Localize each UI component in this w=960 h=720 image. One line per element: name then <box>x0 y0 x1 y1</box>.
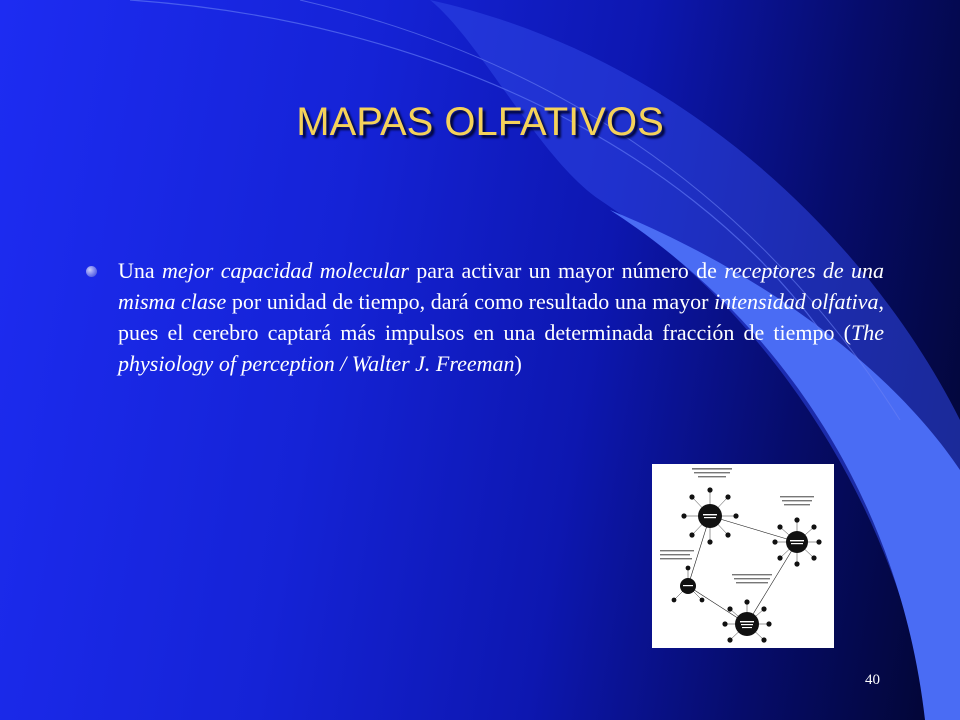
bullet-list <box>86 255 884 379</box>
text-seg-4-italic: receptores de una misma clase <box>118 258 885 314</box>
text-seg-8-citation: The physiology of perception / Walter J. Freeman <box>118 320 884 376</box>
page-number: 40 <box>865 672 880 688</box>
slide-title: MAPAS OLFATIVOS <box>296 100 664 144</box>
network-diagram-illustration <box>652 464 834 648</box>
bullet-text <box>118 255 884 379</box>
text-seg-6-italic: intensidad olfativa <box>714 289 879 314</box>
text-seg-1: Una <box>118 258 163 283</box>
bullet-item <box>86 255 884 379</box>
text-seg-3: para activar un mayor número de <box>408 258 725 283</box>
text-seg-2-italic: mejor capacidad molecular <box>162 258 409 283</box>
text-seg-9: ) <box>514 351 522 376</box>
text-seg-7: , pues el cerebro captará más impulsos en una determinada fracción de tiempo ( <box>118 289 884 345</box>
network-diagram-image <box>652 464 834 648</box>
bullet-icon <box>86 266 97 277</box>
text-seg-5: por unidad de tiempo, dará como resultado una mayor <box>226 289 715 314</box>
